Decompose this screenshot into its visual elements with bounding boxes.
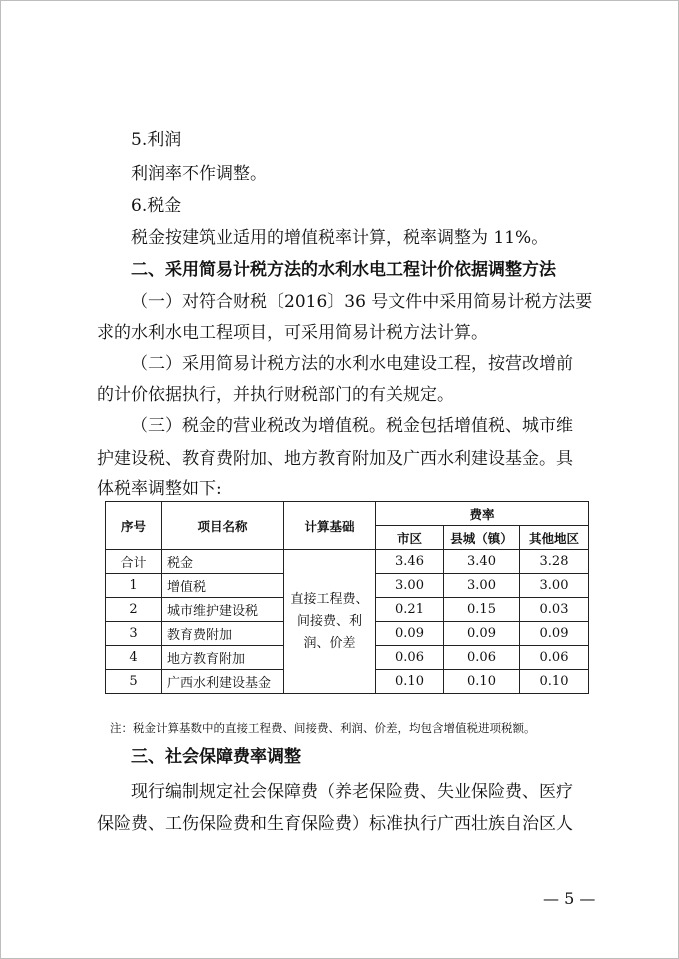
section-6-title: 6.税金 [131, 196, 182, 216]
para-4-line-2: 保险费、工伤保险费和生育保险费）标准执行广西壮族自治区人 [97, 814, 573, 834]
row-name: 增值税 [162, 574, 284, 598]
section-5-title: 5.利润 [131, 130, 182, 150]
para-3-line-1: （三）税金的营业税改为增值税。税金包括增值税、城市维 [131, 416, 573, 436]
section-6-text: 税金按建筑业适用的增值税率计算，税率调整为 11%。 [131, 228, 549, 248]
header-name: 项目名称 [162, 502, 284, 550]
heading-3: 三、社会保障费率调整 [131, 747, 301, 767]
para-3-line-3: 体税率调整如下: [97, 479, 222, 499]
row-county: 0.15 [444, 598, 520, 622]
section-5-text: 利润率不作调整。 [131, 164, 267, 184]
para-2-line-2: 的计价依据执行，并执行财税部门的有关规定。 [97, 385, 454, 405]
row-city: 3.46 [376, 550, 444, 574]
row-name: 地方教育附加 [162, 646, 284, 670]
para-2-line-1: （二）采用简易计税方法的水利水电建设工程，按营改增前 [131, 354, 573, 374]
row-no: 合计 [106, 550, 162, 574]
header-rate: 费率 [376, 502, 589, 526]
header-no: 序号 [106, 502, 162, 550]
calc-basis-line: 润、价差 [303, 635, 356, 651]
row-city: 0.10 [376, 670, 444, 694]
row-other: 0.09 [520, 622, 589, 646]
row-city: 0.06 [376, 646, 444, 670]
para-1-line-1: （一）对符合财税〔2016〕36 号文件中采用简易计税方法要 [131, 292, 593, 312]
row-name: 税金 [162, 550, 284, 574]
row-county: 3.00 [444, 574, 520, 598]
row-county: 0.10 [444, 670, 520, 694]
para-1-line-2: 求的水利水电工程项目，可采用简易计税方法计算。 [97, 323, 488, 343]
row-county: 0.09 [444, 622, 520, 646]
page-number: — 5 — [543, 889, 596, 908]
row-city: 0.09 [376, 622, 444, 646]
para-3-line-2: 护建设税、教育费附加、地方教育附加及广西水利建设基金。具 [97, 449, 573, 469]
tax-rate-table [105, 501, 589, 694]
row-name: 广西水利建设基金 [162, 670, 284, 694]
row-other: 0.06 [520, 646, 589, 670]
row-other: 0.03 [520, 598, 589, 622]
row-other: 3.28 [520, 550, 589, 574]
header-basis: 计算基础 [284, 502, 376, 550]
row-no: 3 [106, 622, 162, 646]
row-no: 1 [106, 574, 162, 598]
row-name: 教育费附加 [162, 622, 284, 646]
calc-basis-line: 直接工程费、 [290, 591, 369, 607]
row-city: 0.21 [376, 598, 444, 622]
para-4-line-1: 现行编制规定社会保障费（养老保险费、失业保险费、医疗 [131, 782, 573, 802]
heading-2: 二、采用简易计税方法的水利水电工程计价依据调整方法 [131, 260, 556, 280]
row-no: 2 [106, 598, 162, 622]
calc-basis-cell [284, 550, 376, 694]
header-city: 市区 [376, 526, 444, 550]
header-county: 县城（镇） [444, 526, 520, 550]
row-county: 3.40 [444, 550, 520, 574]
row-other: 0.10 [520, 670, 589, 694]
row-other: 3.00 [520, 574, 589, 598]
calc-basis-line: 间接费、利 [296, 613, 362, 629]
row-no: 4 [106, 646, 162, 670]
table-note: 注：税金计算基数中的直接工程费、间接费、利润、价差，均包含增值税进项税额。 [110, 721, 536, 735]
row-no: 5 [106, 670, 162, 694]
row-city: 3.00 [376, 574, 444, 598]
row-county: 0.06 [444, 646, 520, 670]
table-row [106, 550, 589, 574]
header-other: 其他地区 [520, 526, 589, 550]
row-name: 城市维护建设税 [162, 598, 284, 622]
